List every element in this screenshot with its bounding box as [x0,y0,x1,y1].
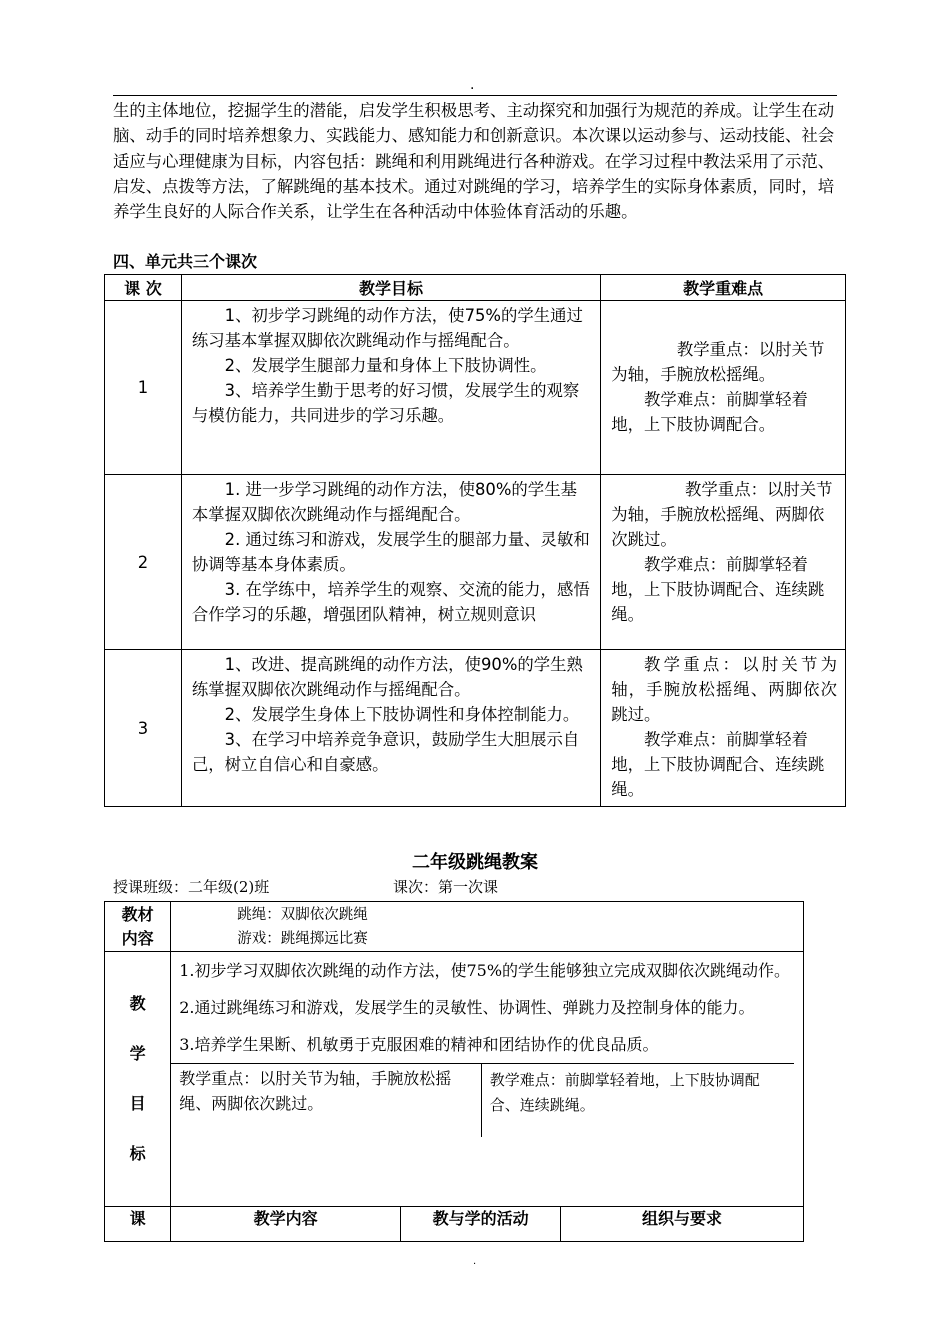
goals-row [105,952,804,1207]
goal-item: 3、在学习中培养竞争意识，鼓励学生大胆展示自己，树立自信心和自豪感。 [191,730,580,774]
goals-content [171,952,804,1207]
col-header-lesson: 课 [105,1207,171,1242]
lesson-number: 3 [105,650,182,807]
table-row [105,301,846,475]
goals-label-char: 学 [129,1044,146,1063]
lesson-goals [181,475,600,650]
intro-paragraph: 生的主体地位，挖掘学生的潜能，启发学生积极思考、主动探究和加强行为规范的养成。让学生在动脑、动手的同时培养想象力、实践能力、感知能力和创新意识。本次课以运动参与、运动技能、社会适应与心理健康为目标，内容包括：跳绳和利用跳绳进行各种游戏。在学习过程中教法采用了示范、启发、点拨等方法，了解跳绳的基本技术。通过对跳绳的学习，培养学生的实际身体素质，同时，培养学生良好的人际合作关系，让学生在各种活动中体验体育活动的乐趣。 [113,101,835,222]
col-header-key-points: 教学重难点 [601,275,846,301]
col-header-goals: 教学目标 [181,275,600,301]
lesson-number: 1 [105,301,182,475]
col-header-activities: 教与学的活动 [401,1207,561,1242]
material-row [105,902,804,952]
key-point: 教学重点：以肘关节为轴，手腕放松摇绳、两脚依次跳过。 [171,1064,481,1137]
header-dot: · [470,81,475,97]
goal-item: 3、培养学生勤于思考的好习惯，发展学生的观察与模仿能力，共同进步的学习乐趣。 [191,381,580,425]
lesson-label: 课次：第一次课 [393,878,499,896]
lesson-plan-title: 二年级跳绳教案 [412,852,538,873]
goals-label-char: 标 [129,1144,146,1163]
goal-item: 3.培养学生果断、机敏勇于克服困难的精神和团结协作的优良品质。 [179,1035,659,1054]
key-difficulty-subtable [171,1063,794,1137]
goal-item: 2、发展学生腿部力量和身体上下肢协调性。 [224,356,547,375]
footer-dot: . [473,1256,477,1267]
material-item: 跳绳：双脚依次跳绳 [237,906,368,923]
goals-label [105,952,171,1207]
unit-lessons-table [104,274,846,807]
key-point: 教学重点：以肘关节为轴，手腕放松摇绳、两脚依次跳过。 [611,655,837,724]
key-point: 教学重点：以肘关节为轴，手腕放松摇绳、两脚依次跳过。 [611,480,833,549]
material-content [171,902,804,952]
col-header-content: 教学内容 [171,1207,401,1242]
goal-item: 1.初步学习双脚依次跳绳的动作方法，使75%的学生能够独立完成双脚依次跳绳动作。 [179,961,791,980]
difficulty-point: 教学难点：前脚掌轻着地，上下肢协调配合。 [611,389,808,434]
lesson-number: 2 [105,475,182,650]
goal-item: 1、初步学习跳绳的动作方法，使75%的学生通过练习基本掌握双脚依次跳绳动作与摇绳配合。 [191,306,583,350]
goal-item: 2.通过跳绳练习和游戏，发展学生的灵敏性、协调性、弹跳力及控制身体的能力。 [179,998,755,1017]
table-row [105,475,846,650]
table-row [105,650,846,807]
lesson-key-points [601,475,846,650]
goals-label-char: 教 [129,994,146,1013]
section-heading: 四、单元共三个课次 [113,252,258,271]
material-label: 教材内容 [105,902,171,952]
col-header-organization: 组织与要求 [561,1207,804,1242]
goal-item: 1、改进、提高跳绳的动作方法，使90%的学生熟练掌握双脚依次跳绳动作与摇绳配合。 [191,655,583,699]
class-label: 授课班级：二年级(2)班 [113,878,270,896]
lesson-steps-header-row [105,1207,804,1242]
goals-label-char: 目 [129,1094,146,1113]
goal-item: 3. 在学练中，培养学生的观察、交流的能力，感悟合作学习的乐趣，增强团队精神，树立规则意识 [191,580,590,624]
key-point: 教学重点：以肘关节为轴，手腕放松摇绳。 [611,339,825,384]
lesson-goals [181,301,600,475]
lesson-key-points [601,301,846,475]
goal-item: 2. 通过练习和游戏，发展学生的腿部力量、灵敏和协调等基本身体素质。 [191,530,590,574]
goal-item: 1. 进一步学习跳绳的动作方法，使80%的学生基本掌握双脚依次跳绳动作与摇绳配合。 [191,480,577,524]
lesson-key-points [601,650,846,807]
lesson-goals [181,650,600,807]
difficulty-point: 教学难点：前脚掌轻着地，上下肢协调配合、连续跳绳。 [481,1064,794,1137]
difficulty-point: 教学难点：前脚掌轻着地，上下肢协调配合、连续跳绳。 [611,730,825,799]
goal-item: 2、发展学生身体上下肢协调性和身体控制能力。 [224,705,580,724]
header-rule [113,95,837,96]
difficulty-point: 教学难点：前脚掌轻着地，上下肢协调配合、连续跳绳。 [611,555,825,624]
col-header-lesson: 课 次 [105,275,182,301]
material-item: 游戏：跳绳掷远比赛 [237,930,368,947]
unit-table-header-row [105,275,846,301]
lesson-plan-table [104,901,804,1242]
